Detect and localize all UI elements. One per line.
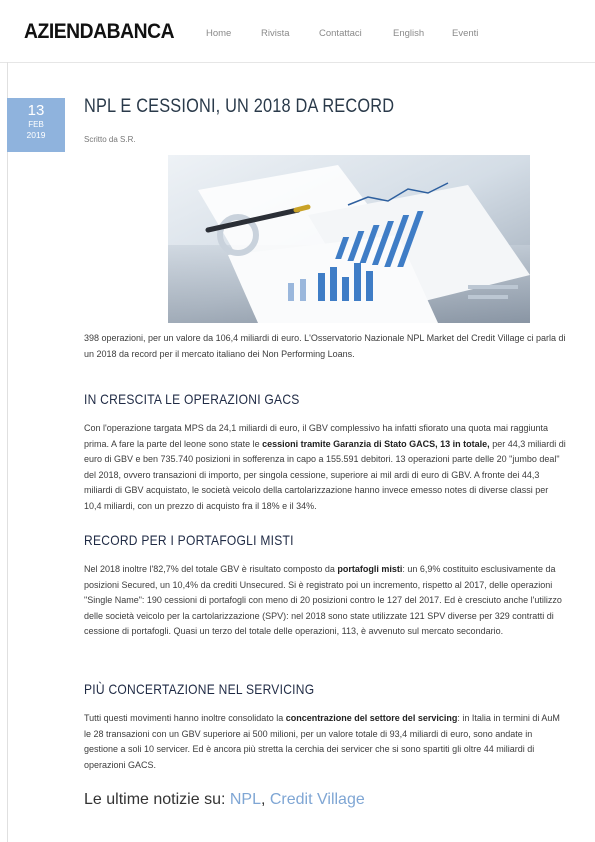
section-heading-portafogli: RECORD PER I PORTAFOGLI MISTI — [84, 532, 294, 548]
date-year: 2019 — [26, 130, 46, 140]
article-intro: 398 operazioni, per un valore da 106,4 miliardi di euro. L'Osservatorio Nazionale NPL Market del Credit Village ci parla di un 2018 da record per il mercato italiano dei Non Performing Loans. — [84, 333, 566, 359]
section-heading-servicing: PIÙ CONCERTAZIONE NEL SERVICING — [84, 681, 315, 697]
section-text-gacs-bold: cessioni tramite Garanzia di Stato GACS, 13 in totale, — [262, 438, 490, 449]
latest-news-prefix: Le ultime notizie su: — [84, 791, 230, 808]
section-text-servicing — [84, 711, 568, 773]
section-text-portafogli — [84, 562, 568, 640]
article-byline: Scritto da S.R. — [84, 135, 136, 144]
date-day: 13 — [27, 102, 45, 119]
section-text-gacs — [84, 421, 568, 515]
tag-link-npl[interactable]: NPL — [229, 791, 261, 808]
section-text-portafogli-bold: portafogli misti — [337, 564, 403, 574]
tag-link-credit-village[interactable]: Credit Village — [269, 791, 365, 808]
nav-english[interactable]: English — [393, 28, 425, 39]
latest-news-tags — [84, 791, 365, 809]
site-logo[interactable]: AZIENDABANCA — [24, 20, 175, 43]
nav-eventi[interactable]: Eventi — [452, 28, 479, 39]
section-text-portafogli-part1: Nel 2018 inoltre l'82,7% del totale GBV è risultato composto da — [84, 564, 338, 574]
section-text-servicing-bold: concentrazione del settore del servicing — [285, 713, 458, 723]
left-divider — [7, 62, 8, 842]
hero-image — [168, 155, 530, 323]
date-month: FEB — [28, 120, 44, 129]
nav-home[interactable]: Home — [206, 28, 232, 39]
nav-rivista[interactable]: Rivista — [261, 28, 290, 39]
date-badge — [7, 98, 65, 152]
section-text-servicing-part2: : in Italia in termini di AuM le 28 transazioni con un GBV superiore ai 500 milioni, per un valore totale di 93,4 miliardi di euro, sono andate in gestione a soli 10 servicer. Ed è ancora più stretta la cerchia dei servicer che si sono spartiti gli oltre 44 miliardi di operazioni GACS. — [84, 713, 560, 770]
section-heading-gacs: IN CRESCITA LE OPERAZIONI GACS — [84, 391, 300, 407]
site-header — [0, 0, 595, 63]
section-text-gacs-part1: Con l'operazione targata MPS da 24,1 miliardi di euro, il GBV complessivo ha infatti sfiorato una quota mai raggiunta prima. A fare la parte del leone sono state le — [84, 423, 548, 449]
section-text-servicing-part1: Tutti questi movimenti hanno inoltre consolidato la — [84, 713, 286, 723]
section-text-portafogli-part2: : un 6,9% costituito esclusivamente da posizioni Secured, un 10,4% da crediti Unsecured. Si è registrato poi un incremento, rispetto al 2017, delle operazioni "Single Name": 190 cessioni di portafogli con meno di 20 posizioni contro le 127 del 2017. Ed è cresciuto anche l'utilizzo delle società veicolo per la cartolarizzazione (SPV): nel 2018 sono state utilizzate 121 SPV diverse per 329 contratti di cessione di portafogli. Quasi un terzo del totale delle operazioni, 113, è avvenuto sul mercato secondario. — [84, 564, 562, 637]
tag-separator: , — [260, 791, 270, 808]
nav-contattaci[interactable]: Contattaci — [319, 28, 362, 39]
article-title: NPL E CESSIONI, UN 2018 DA RECORD — [84, 96, 395, 117]
section-text-gacs-part2: per 44,3 miliardi di euro di GBV e ben 735.740 posizioni in sofferenza in capo a 155.591 debitori. 13 operazioni parte delle 20 "jumbo deal" del 2018, ovvero transazioni di importo, per singola cessione, superiore ai mil ardi di euro di GBV. A fronte dei 44,3 miliardi di GBV acquistato, le società veicolo della cartolarizzazione hanno invece emesso notes di diverse classi per 10,4 miliardi, con un prezzo di acquisto fra il 18% e il 34%. — [84, 438, 566, 511]
